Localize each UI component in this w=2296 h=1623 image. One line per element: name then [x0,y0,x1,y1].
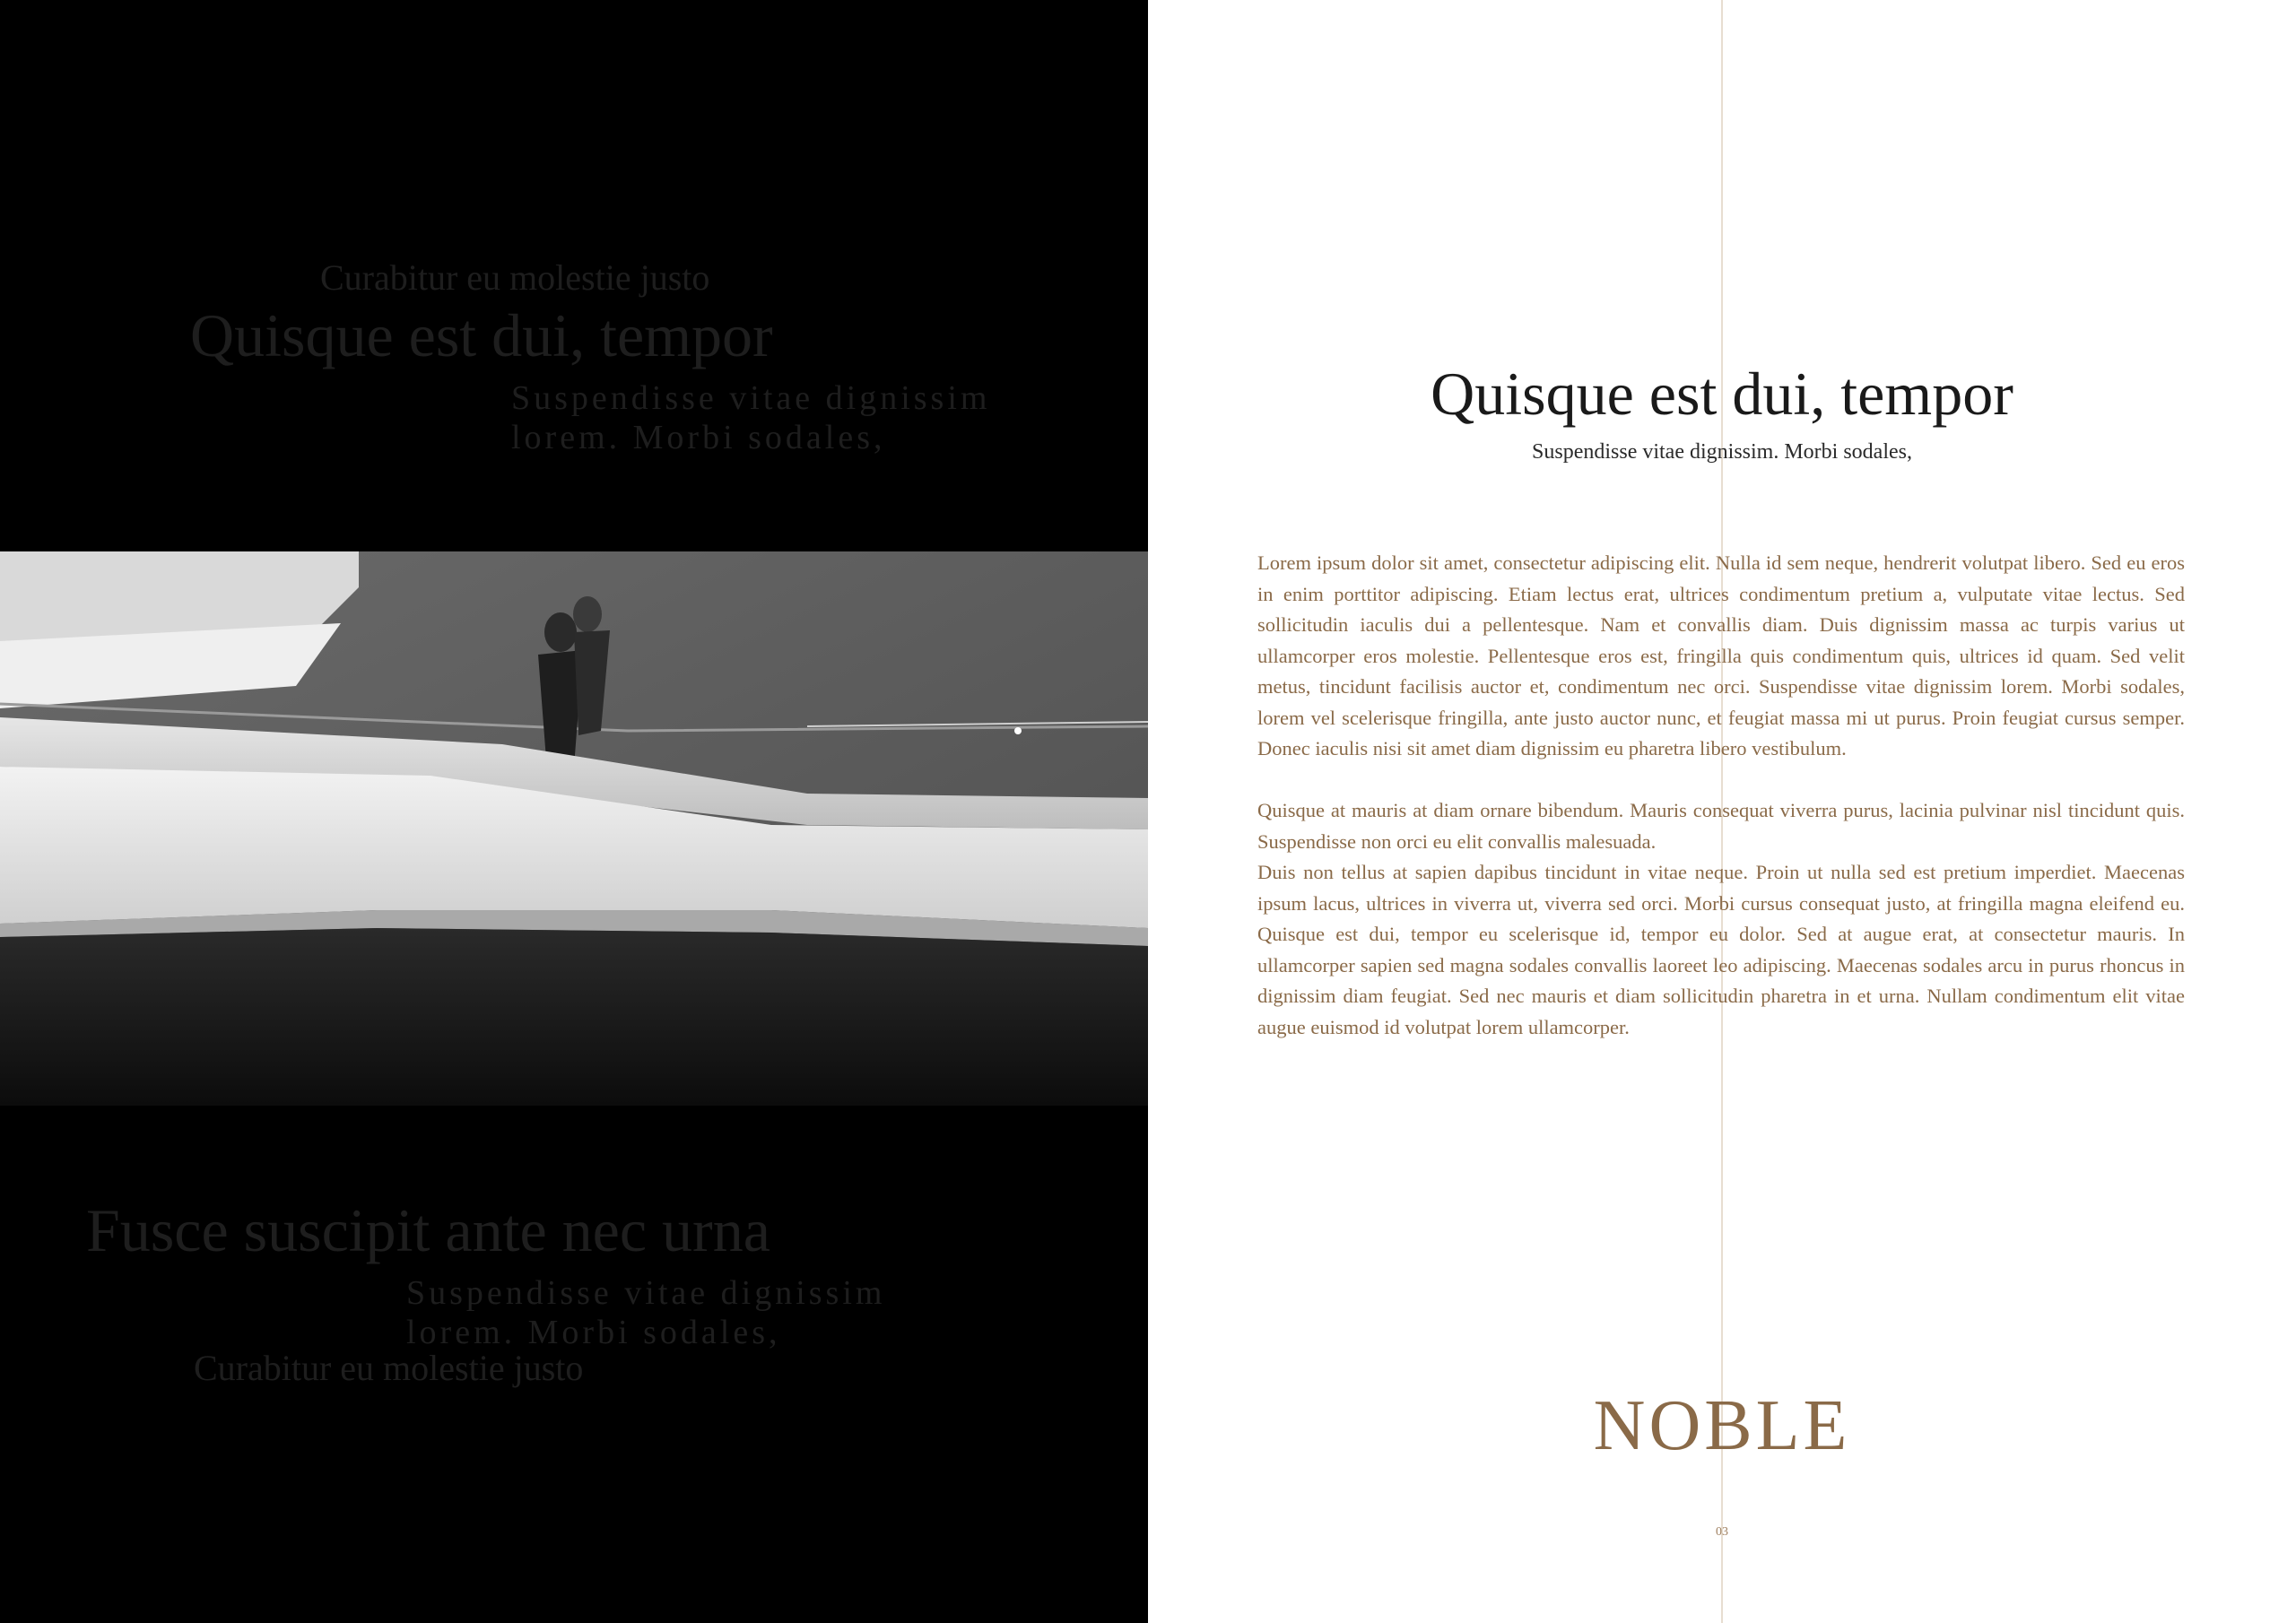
body-paragraph: Lorem ipsum dolor sit amet, consectetur adipiscing elit. Nulla id sem neque, hendrerit volutpat libero. Sed eu eros in enim porttitor adipiscing. Etiam lectus erat, ultrices condimentum pretium a, vulputate vitae lectus. Sed sollicitudin iaculis dui a pellentesque. Nam et convallis diam. Duis dignissim massa ac turpis varius ut ullamcorper eros molestie. Pellentesque eros est, fringilla quis condimentum quis, ultrices id quam. Sed velit metus, tincidunt facilisis auctor et, condimentum nec orci. Suspendisse vitae dignissim lorem. Morbi sodales, lorem vel scelerisque fringilla, ante justo auctor nunc, et feugiat massa mi ut purus. Proin feugiat cursus semper. Donec iaculis nisi sit amet diam dignissim eu pharetra libero vestibulum. [1257,551,2185,759]
page-subtitle: Suspendisse vitae dignissim. Morbi sodales, [1532,440,1912,464]
top-title: Quisque est dui, tempor [190,301,773,369]
body-paragraph: Duis non tellus at sapien dapibus tincidunt in vitae neque. Proin ut nulla sed est pretium imperdiet. Maecenas ipsum lacus, ultrices in viverra ut, viverra sed orci. Morbi cursus consequat justo, at fringilla magna eleifend eu. Quisque est dui, tempor eu scelerisque id, tempor eu dolor. Sed at augue erat, at consectetur mauris. In ullamcorper sapien sed magna sodales convallis laoreet leo adipiscing. Maecenas sodales arcu in purus rhoncus in dignissim diam feugiat. Sed nec mauris et diam sollicitudin pharetra in et urna. Nullam condimentum elit vitae augue euismod id volutpat lorem ullamcorper. [1257,861,2185,1038]
right-page [1148,0,2296,1623]
body-text [1257,548,2185,1043]
page-number: 03 [1716,1525,1728,1539]
bottom-subtitle: Suspendisse vitae dignissim lorem. Morbi sodales, [406,1274,886,1351]
bottom-kicker: Curabitur eu molestie justo [194,1348,584,1388]
top-subtitle: Suspendisse vitae dignissim lorem. Morbi sodales, [511,379,991,456]
noble-logo: NOBLE [1593,1386,1851,1465]
yacht-photo [0,551,1148,1106]
body-paragraph: Quisque at mauris at diam ornare bibendum. Mauris consequat viverra purus, lacinia pulvinar nisl tincidunt quis. Suspendisse non orci eu elit convallis malesuada. [1257,799,2185,853]
paragraph-gap [1257,765,2185,796]
page-title: Quisque est dui, tempor [1431,360,2013,428]
top-kicker: Curabitur eu molestie justo [320,257,710,298]
bottom-title: Fusce suscipit ante nec urna [86,1196,770,1264]
